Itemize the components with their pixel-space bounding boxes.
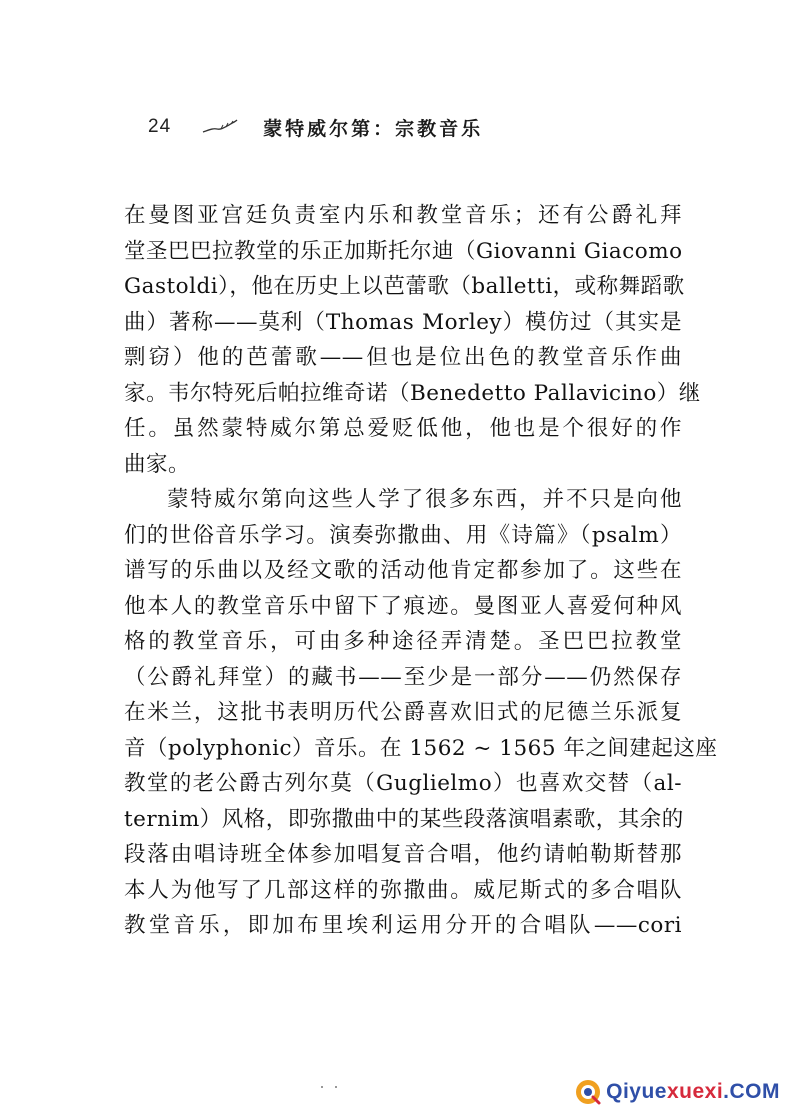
text-line: 曲）著称——莫利（Thomas Morley）模仿过（其实是: [124, 309, 682, 335]
text-line: 家。韦尔特死后帕拉维奇诺（Benedetto Pallavicino）继: [124, 380, 701, 406]
text-line: 们的世俗音乐学习。演奏弥撒曲、用《诗篇》（psalm）: [124, 522, 682, 548]
text-line: 格的教堂音乐，可由多种途径弄清楚。圣巴巴拉教堂: [124, 629, 682, 654]
text-line: Gastoldi），他在历史上以芭蕾歌（balletti，或称舞蹈歌: [124, 274, 685, 299]
text-line: 谱写的乐曲以及经文歌的活动他肯定都参加了。这些在: [124, 558, 682, 583]
text-line: 剽窃）他的芭蕾歌——但也是位出色的教堂音乐作曲: [124, 345, 682, 370]
page-number: 24: [148, 116, 172, 137]
text-line: 堂圣巴巴拉教堂的乐正加斯托尔迪（Giovanni Giacomo: [124, 238, 683, 264]
text-line: 本人为他写了几部这样的弥撒曲。威尼斯式的多合唱队: [124, 877, 682, 903]
watermark-text: [606, 1080, 780, 1104]
scan-dots: [318, 1084, 358, 1090]
text-line: 他本人的教堂音乐中留下了痕迹。曼图亚人喜爱何种风: [124, 593, 682, 619]
text-line: 在米兰，这批书表明历代公爵喜欢旧式的尼德兰乐派复: [124, 700, 682, 725]
text-line: 教堂的老公爵古列尔莫（Guglielmo）也喜欢交替（al-: [124, 771, 682, 796]
ornament-flourish-icon: [201, 118, 239, 136]
text-line: 段落由唱诗班全体参加唱复音合唱，他约请帕勒斯替那: [124, 842, 682, 867]
paragraph-1: [124, 198, 701, 482]
text-line: 蒙特威尔第向这些人学了很多东西，并不只是向他: [167, 487, 682, 512]
text-line: 教堂音乐，即加布里埃利运用分开的合唱队——cori: [124, 913, 682, 938]
text-line: 音（polyphonic）音乐。在 1562 ~ 1565 年之间建起这座: [124, 735, 718, 761]
qiyuexuexi-logo-icon: [574, 1078, 602, 1106]
text-line: 任。虽然蒙特威尔第总爱贬低他，他也是个很好的作: [124, 416, 682, 441]
text-line: ternim）风格，即弥撒曲中的某些段落演唱素歌，其余的: [124, 806, 684, 832]
text-line: 在曼图亚宫廷负责室内乐和教堂音乐；还有公爵礼拜: [124, 203, 682, 228]
watermark-part-1: Qiyue: [606, 1080, 667, 1103]
watermark-part-2: xuexi: [666, 1080, 724, 1103]
watermark: [574, 1078, 780, 1106]
running-title: 蒙特威尔第：宗教音乐: [263, 117, 484, 140]
paragraph-2: [124, 482, 718, 944]
text-line: （公爵礼拜堂）的藏书——至少是一部分——仍然保存: [124, 664, 682, 690]
body-text: [124, 198, 718, 944]
page-header: [148, 112, 483, 142]
text-line: 曲家。: [124, 451, 191, 477]
watermark-part-3: .COM: [723, 1080, 780, 1103]
